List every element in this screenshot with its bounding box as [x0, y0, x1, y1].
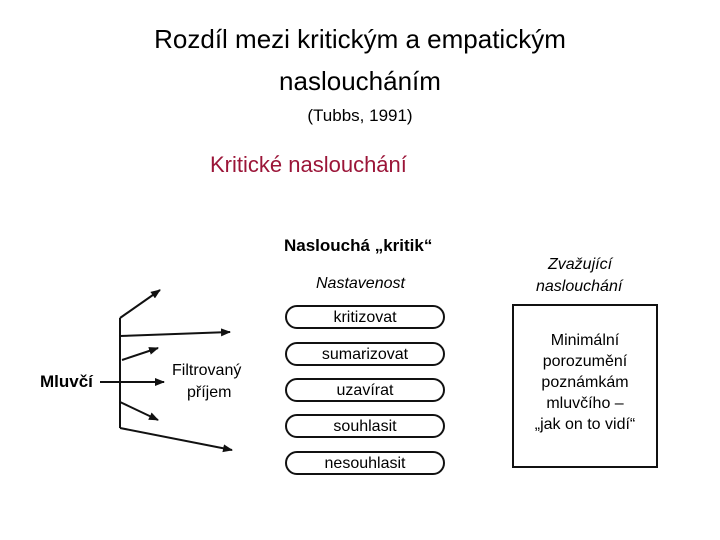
arrow-right-2 [120, 428, 232, 450]
slide-title-line-1: Rozdíl mezi kritickým a empatickým [154, 24, 566, 54]
box-line: mluvčího – [546, 395, 624, 412]
option-pill-uzavirat: uzavírat [285, 378, 445, 402]
option-pill-sumarizovat: sumarizovat [285, 342, 445, 366]
citation: (Tubbs, 1991) [307, 106, 413, 125]
arrow-up-2 [122, 348, 158, 360]
empathic-box-text [514, 330, 656, 435]
arrow-up-1 [120, 290, 160, 318]
critic-heading: Naslouchá „kritik“ [284, 236, 433, 255]
slide-title-line-2: nasloucháním [279, 66, 441, 96]
arrow-right-1 [120, 332, 230, 336]
slide-subtitle: Kritické naslouchání [210, 152, 407, 177]
nastavenost-label: Nastavenost [316, 275, 405, 292]
box-line: „jak on to vidí“ [534, 416, 636, 433]
filtered-label-line-1: Filtrovaný [172, 362, 242, 379]
option-pill-nesouhlasit: nesouhlasit [285, 451, 445, 475]
box-line: porozumění [542, 353, 628, 370]
box-line: Minimální [550, 332, 620, 349]
option-pill-souhlasit: souhlasit [285, 414, 445, 438]
speaker-label: Mluvčí [40, 372, 93, 391]
box-line: poznámkám [541, 374, 629, 391]
arrow-down-1 [120, 402, 158, 420]
filtered-label-line-2: příjem [187, 384, 232, 401]
considering-label-line-2: naslouchání [536, 278, 623, 295]
empathic-box [512, 304, 658, 468]
option-pill-kritizovat: kritizovat [285, 305, 445, 329]
considering-label-line-1: Zvažující [548, 256, 613, 273]
